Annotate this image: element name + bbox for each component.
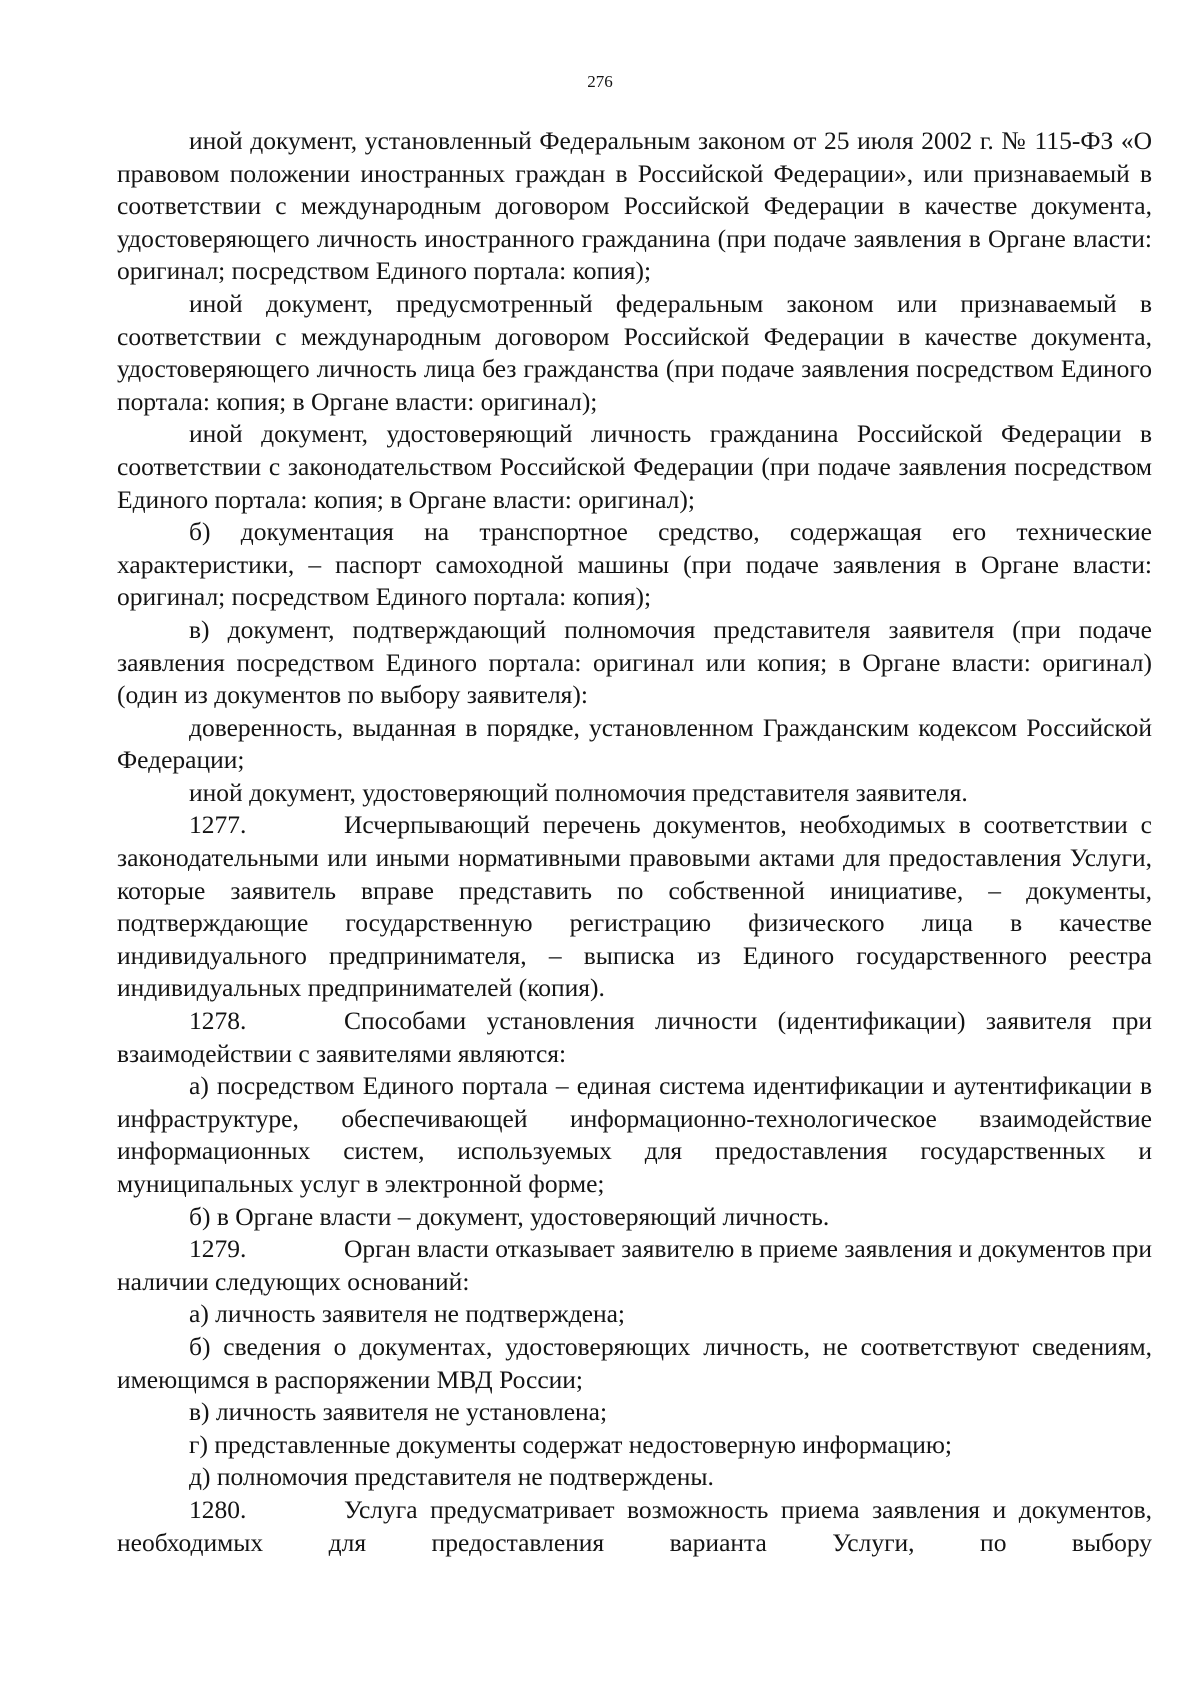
numbered-paragraph-1280	[117, 1494, 1152, 1559]
paragraph	[117, 288, 1152, 418]
paragraph-text: г) представленные документы содержат недостоверную информацию;	[189, 1429, 953, 1459]
paragraph-text: иной документ, удостоверяющий полномочия представителя заявителя.	[189, 777, 968, 807]
paragraph	[117, 516, 1152, 614]
paragraph	[117, 1201, 1152, 1234]
paragraph	[117, 614, 1152, 712]
paragraph-text: иной документ, предусмотренный федеральным законом или признаваемый в соответствии с международным договором Российской Федерации в качестве документа, удостоверяющего личность лица без гражданства (при подаче заявления посредством Единого портала: копия; в Органе власти: оригинал);	[117, 288, 1152, 416]
paragraph-text: Услуга предусматривает возможность приема заявления и документов, необходимых для предоставления варианта Услуги, по выбору	[117, 1494, 1152, 1557]
paragraph-text: а) посредством Единого портала – единая система идентификации и аутентификации в инфраструктуре, обеспечивающей информационно-технологическое взаимодействие информационных систем, используемых для предоставления государственных и муниципальных услуг в электронной форме;	[117, 1071, 1152, 1198]
paragraph	[117, 1461, 1152, 1494]
paragraph-text: иной документ, удостоверяющий личность гражданина Российской Федерации в соответствии с законодательством Российской Федерации (при подаче заявления посредством Единого портала: копия; в Органе власти: оригинал);	[117, 419, 1152, 514]
paragraph-text: а) личность заявителя не подтверждена;	[189, 1299, 626, 1329]
paragraph-text: Способами установления личности (идентификации) заявителя при взаимодействии с заявителями являются:	[117, 1006, 1152, 1068]
paragraph-text: доверенность, выданная в порядке, установленном Гражданским кодексом Российской Федерации;	[117, 712, 1152, 775]
page-number: 276	[587, 72, 613, 91]
numbered-paragraph-1277	[117, 809, 1152, 1005]
paragraph-text: б) сведения о документах, удостоверяющих личность, не соответствуют сведениям, имеющимся в распоряжении МВД России;	[117, 1331, 1152, 1394]
paragraph-text: б) документация на транспортное средство, содержащая его технические характеристики, – паспорт самоходной машины (при подаче заявления в Органе власти: оригинал; посредством Единого портала: копия);	[117, 517, 1152, 612]
paragraph	[117, 125, 1152, 288]
paragraph-text: Орган власти отказывает заявителю в приеме заявления и документов при наличии следующих оснований:	[117, 1234, 1152, 1296]
document-body	[117, 125, 1152, 1559]
clause-number: 1278.	[189, 1006, 247, 1036]
clause-number: 1277.	[189, 810, 247, 840]
paragraph	[117, 1396, 1152, 1429]
paragraph	[117, 712, 1152, 777]
paragraph	[117, 1298, 1152, 1331]
clause-number: 1280.	[189, 1494, 247, 1524]
paragraph-text: в) личность заявителя не установлена;	[189, 1397, 608, 1427]
paragraph	[117, 418, 1152, 516]
paragraph	[117, 1070, 1152, 1200]
numbered-paragraph-1279	[117, 1233, 1152, 1298]
clause-number: 1279.	[189, 1234, 247, 1264]
paragraph-text: в) документ, подтверждающий полномочия представителя заявителя (при подаче заявления посредством Единого портала: оригинал или копия; в Органе власти: оригинал) (один из документов по выбору заявителя):	[117, 614, 1152, 710]
paragraph-text: Исчерпывающий перечень документов, необходимых в соответствии с законодательными или иными нормативными правовыми актами для предоставления Услуги, которые заявитель вправе представить по собственной инициативе, – документы, подтверждающие государственную регистрацию физического лица в качестве индивидуального предпринимателя, – выписка из Единого государственного реестра индивидуальных предпринимателей (копия).	[117, 810, 1152, 1003]
paragraph-text: иной документ, установленный Федеральным законом от 25 июля 2002 г. № 115-ФЗ «О правовом положении иностранных граждан в Российской Федерации», или признаваемый в соответствии с международным договором Российской Федерации в качестве документа, удостоверяющего личность иностранного гражданина (при подаче заявления в Органе власти: оригинал; посредством Единого портала: копия);	[117, 126, 1152, 286]
paragraph	[117, 777, 1152, 810]
paragraph	[117, 1331, 1152, 1396]
paragraph-text: д) полномочия представителя не подтверждены.	[189, 1462, 714, 1492]
paragraph-text: б) в Органе власти – документ, удостоверяющий личность.	[189, 1201, 830, 1231]
paragraph	[117, 1429, 1152, 1462]
numbered-paragraph-1278	[117, 1005, 1152, 1070]
